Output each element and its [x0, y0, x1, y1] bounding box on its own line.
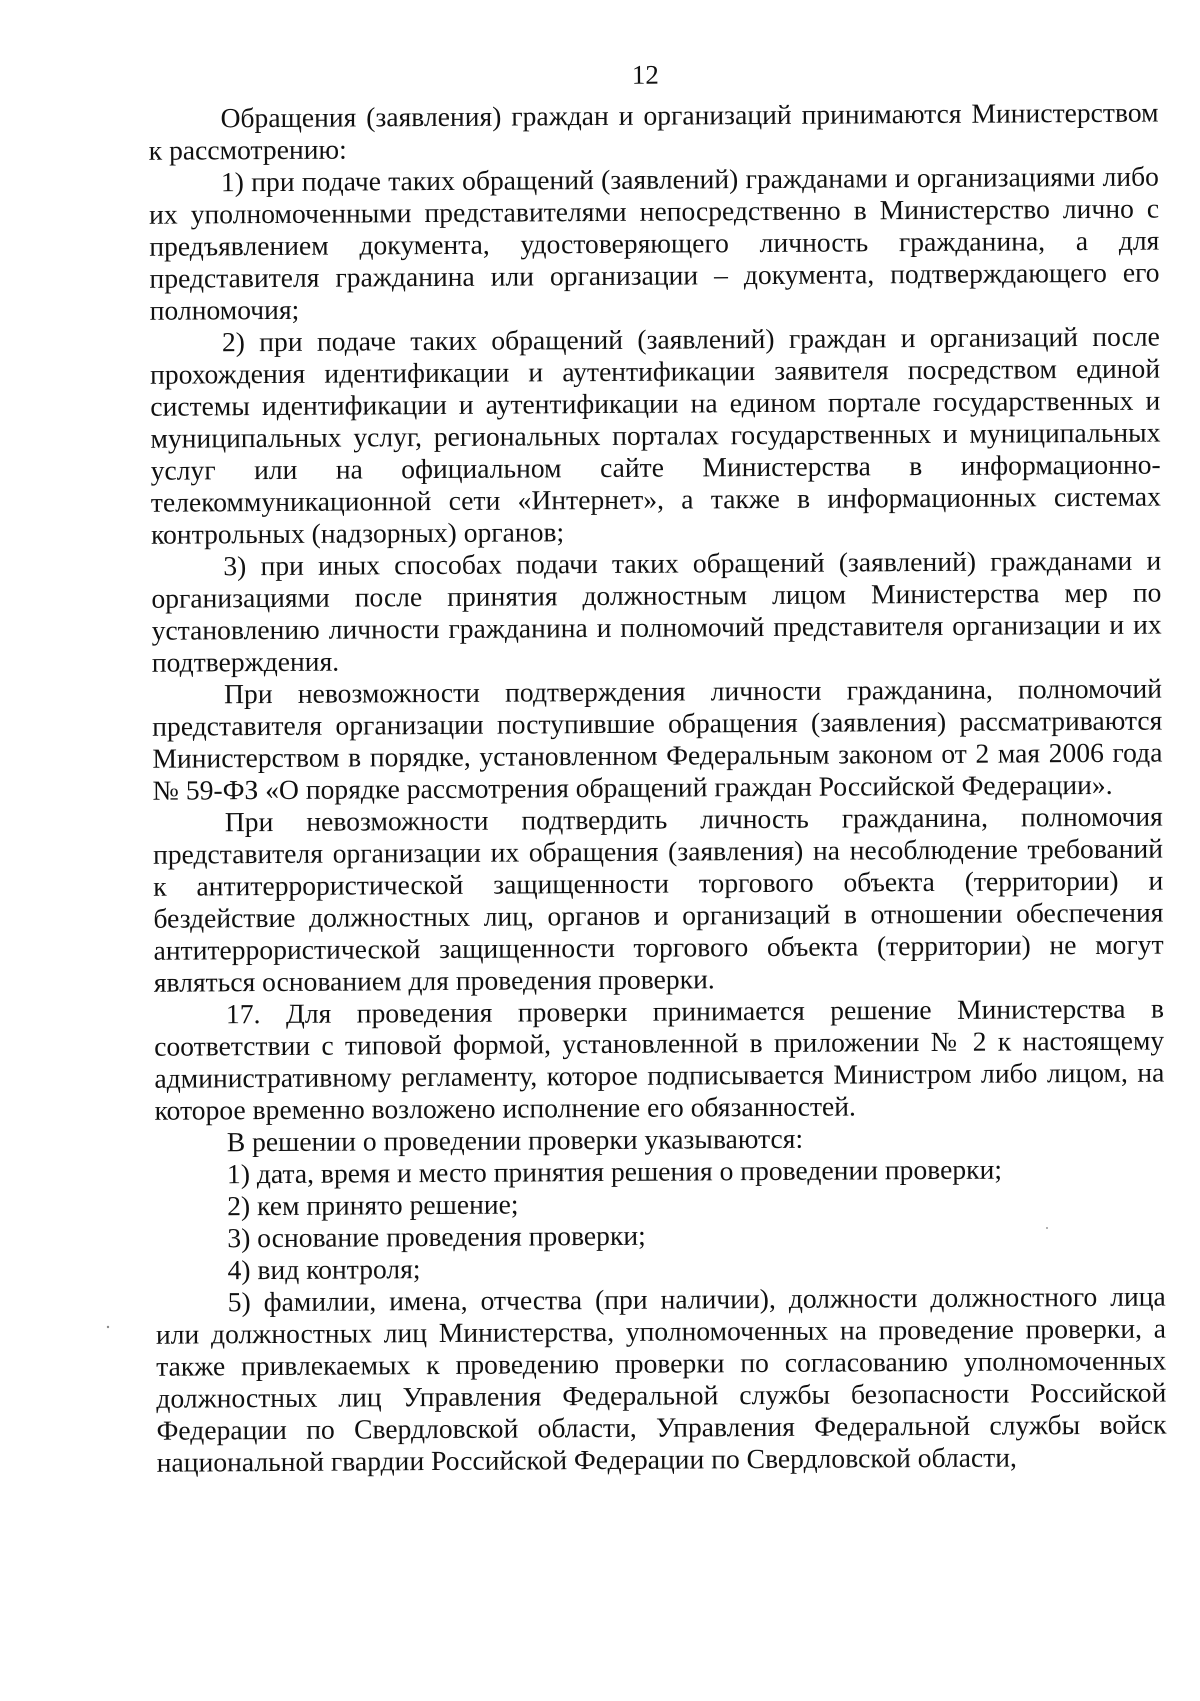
paragraph-intro: Обращения (заявления) граждан и организаций принимаются Министерством к рассмотрению:: [148, 96, 1159, 166]
list-item: 1) дата, время и место принятия решения о проведении проверки;: [226, 1153, 1003, 1190]
paragraph-item-5: 5) фамилии, имена, отчества (при наличии), должности должностного лица или должностных лиц Министерства, уполномоченных на проведение проверки, а также привлекаемых к проведению проверки по согласованию уполномоченных должностных лиц Управления Федеральной службы безопасности Российской Федерации по Свердловской области, Управления Федеральной службы войск национальной гвардии Российской Федерации по Свердловской области,: [155, 1280, 1167, 1478]
document-body: [148, 97, 1166, 1479]
list-item: 2) кем принято решение;: [227, 1188, 519, 1222]
paragraph-item-2: 2) при подаче таких обращений (заявлений) граждан и организаций после прохождения идентификации и аутентификации заявителя посредством единой системы идентификации и аутентификации на едином портале государственных и муниципальных услуг, региональных порталах государственных и муниципальных услуг или на официальном сайте Министерства в информационно-телекоммуникационной сети «Интернет», а также в информационных системах контрольных (надзорных) органов;: [149, 320, 1161, 550]
paragraph-section-17: 17. Для проведения проверки принимается решение Министерства в соответствии с типовой формой, установленной в приложении № 2 к настоящему административному регламенту, которое подписывается Министром либо лицом, на которое временно возложено исполнение его обязанностей.: [154, 992, 1165, 1126]
list-intro: В решении о проведении проверки указываются:: [226, 1122, 804, 1158]
paragraph-identity-not-confirmed: При невозможности подтверждения личности гражданина, полномочий представителя организации поступившие обращения (заявления) рассматриваются Министерством в порядке, установленном Федеральным законом от 2 мая 2006 года № 59-ФЗ «О порядке рассмотрения обращений граждан Российской Федерации».: [152, 672, 1163, 806]
paragraph-identity-not-confirmable: При невозможности подтвердить личность гражданина, полномочия представителя организации их обращения (заявления) на несоблюдение требований к антитеррористической защищенности торгового объекта (территории) и бездействие должностных лиц, органов и организаций в отношении обеспечения антитеррористической защищенности торгового объекта (территории) не могут являться основанием для проведения проверки.: [152, 800, 1164, 998]
list-item: 3) основание проведения проверки;: [227, 1219, 646, 1254]
paragraph-item-1: 1) при подаче таких обращений (заявлений) гражданами и организациями либо их уполномоченными представителями непосредственно в Министерство лично с предъявлением документа, удостоверяющего личность гражданина, а для представителя гражданина или организации – документа, подтверждающего его полномочия;: [149, 160, 1160, 326]
page-number: 12: [631, 59, 659, 90]
paragraph-item-3: 3) при иных способах подачи таких обращений (заявлений) гражданами и организациями после принятия должностным лицом Министерства мер по установлению личности гражданина и полномочий представителя организации и их подтверждения.: [151, 544, 1162, 678]
list-item: 4) вид контроля;: [227, 1253, 421, 1286]
